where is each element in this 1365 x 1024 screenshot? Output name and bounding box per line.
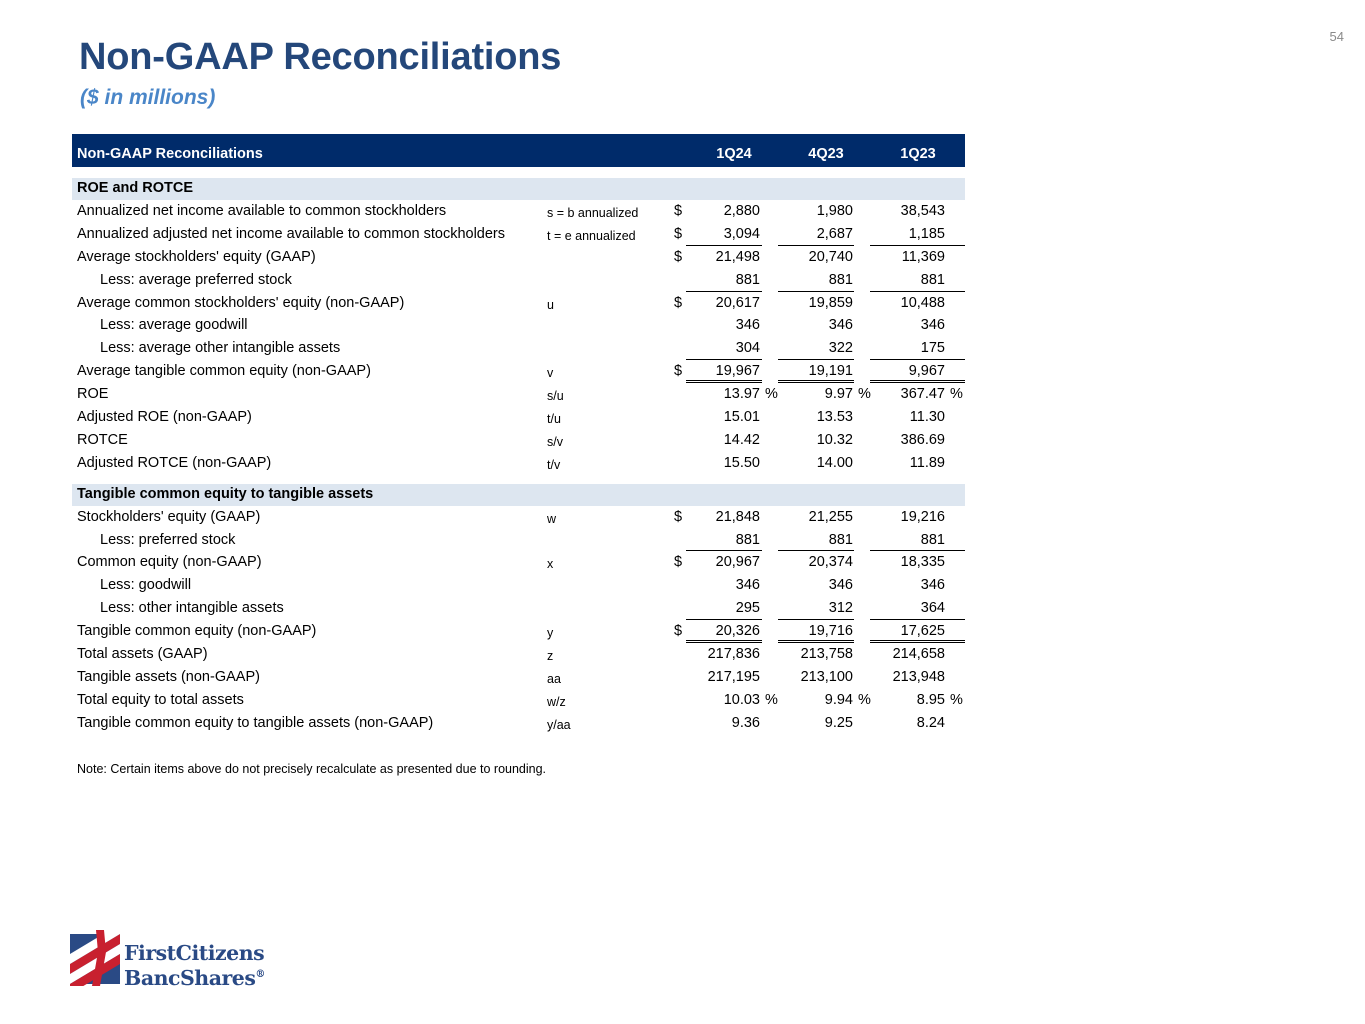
table-row xyxy=(72,597,965,620)
value-1q24: 217,195 xyxy=(707,668,760,685)
row-label: Less: other intangible assets xyxy=(100,600,284,617)
underline xyxy=(686,640,762,641)
value-1q23: 346 xyxy=(920,317,945,334)
row-formula: s/v xyxy=(547,434,563,449)
value-4q23: 19,716 xyxy=(808,623,853,640)
value-4q23: 19,859 xyxy=(808,294,853,311)
logo-registered-mark: ® xyxy=(255,969,265,980)
table-row xyxy=(72,574,965,597)
value-1q24: 20,617 xyxy=(715,294,760,311)
section-label: ROE and ROTCE xyxy=(77,180,194,196)
row-label: Adjusted ROE (non-GAAP) xyxy=(77,409,252,426)
table-row xyxy=(72,337,965,360)
value-1q24: 3,094 xyxy=(723,225,760,242)
underline xyxy=(870,380,965,381)
value-1q24: 304 xyxy=(735,340,760,357)
value-1q24: 2,880 xyxy=(723,203,760,219)
row-formula: u xyxy=(547,297,554,312)
table-row xyxy=(72,529,965,552)
row-label: Less: average preferred stock xyxy=(100,271,292,288)
value-4q23: 322 xyxy=(828,340,853,357)
value-1q24: 13.97 xyxy=(723,386,760,403)
percent-sign: % xyxy=(950,386,963,403)
table-row xyxy=(72,643,965,666)
table-row xyxy=(72,200,965,223)
value-1q23: 367.47 xyxy=(900,386,945,403)
table-row xyxy=(72,246,965,269)
page-number: 54 xyxy=(1329,29,1344,44)
value-1q23: 881 xyxy=(920,531,945,548)
logo-line-1: FirstCitizens xyxy=(124,941,265,965)
row-dollar-sign: $ xyxy=(674,363,683,380)
row-label: Less: average goodwill xyxy=(100,317,248,334)
reconciliation-table xyxy=(72,134,965,735)
row-label: Less: average other intangible assets xyxy=(100,340,341,357)
value-1q24: 21,848 xyxy=(715,508,760,525)
row-formula: w xyxy=(547,511,557,526)
value-1q24: 14.42 xyxy=(723,431,760,448)
table-row xyxy=(72,666,965,689)
value-1q24: 346 xyxy=(735,317,760,334)
row-dollar-sign: $ xyxy=(674,248,683,265)
row-dollar-sign: $ xyxy=(674,554,683,571)
value-1q24: 881 xyxy=(735,271,760,288)
value-1q24: 346 xyxy=(735,577,760,594)
value-1q23: 38,543 xyxy=(900,203,945,219)
table-row xyxy=(72,292,965,315)
page-subtitle: ($ in millions) xyxy=(80,86,216,109)
section-roe-rotce xyxy=(72,178,965,200)
row-dollar-sign: $ xyxy=(674,203,683,219)
value-1q24: 21,498 xyxy=(715,248,760,265)
value-4q23: 881 xyxy=(828,271,853,288)
value-4q23: 346 xyxy=(828,317,853,334)
value-4q23: 10.32 xyxy=(816,431,853,448)
row-label: Tangible common equity to tangible assets (non-GAAP) xyxy=(77,714,434,731)
underline xyxy=(686,380,762,381)
header-col-1q24: 1Q24 xyxy=(716,146,752,162)
row-dollar-sign: $ xyxy=(674,508,683,525)
footnote: Note: Certain items above do not precisely recalculate as presented due to rounding. xyxy=(77,762,547,776)
percent-sign: % xyxy=(950,691,963,708)
table-row xyxy=(72,452,965,475)
value-1q24: 10.03 xyxy=(723,691,760,708)
row-dollar-sign: $ xyxy=(674,225,683,242)
table-row xyxy=(72,506,965,529)
value-4q23: 13.53 xyxy=(816,409,853,426)
row-formula: x xyxy=(547,557,554,572)
value-1q23: 9,967 xyxy=(908,363,945,380)
value-1q24: 15.01 xyxy=(723,409,760,426)
value-1q23: 17,625 xyxy=(900,623,945,640)
value-1q23: 18,335 xyxy=(900,554,945,571)
value-1q24: 20,326 xyxy=(715,623,760,640)
value-4q23: 19,191 xyxy=(808,363,853,380)
percent-sign: % xyxy=(858,386,871,403)
logo-wordmark xyxy=(124,942,265,989)
company-logo xyxy=(70,930,265,990)
row-dollar-sign: $ xyxy=(674,294,683,311)
percent-sign: % xyxy=(858,691,871,708)
value-1q23: 175 xyxy=(920,340,945,357)
percent-sign: % xyxy=(765,691,778,708)
page-title: Non-GAAP Reconciliations xyxy=(79,36,562,78)
row-label: Adjusted ROTCE (non-GAAP) xyxy=(77,454,272,471)
value-1q23: 386.69 xyxy=(900,431,945,448)
table-row xyxy=(72,406,965,429)
value-1q23: 8.95 xyxy=(916,691,945,708)
row-label: Average common stockholders' equity (non-GAAP) xyxy=(77,294,405,311)
table-row xyxy=(72,269,965,292)
value-1q24: 881 xyxy=(735,531,760,548)
row-formula: t/u xyxy=(547,412,561,427)
row-label: Annualized net income available to common stockholders xyxy=(77,203,447,219)
table-row xyxy=(72,360,965,383)
value-1q23: 881 xyxy=(920,271,945,288)
section-tangible-equity xyxy=(72,484,965,506)
row-label: ROE xyxy=(77,386,109,403)
header-label: Non-GAAP Reconciliations xyxy=(77,146,263,162)
value-4q23: 312 xyxy=(828,600,853,617)
value-1q23: 10,488 xyxy=(900,294,945,311)
value-1q23: 19,216 xyxy=(900,508,945,525)
table-header xyxy=(72,134,965,167)
value-4q23: 20,374 xyxy=(808,554,853,571)
table-row xyxy=(72,551,965,574)
table-row xyxy=(72,712,965,735)
row-label: Average tangible common equity (non-GAAP) xyxy=(77,363,371,380)
value-1q23: 1,185 xyxy=(908,225,945,242)
row-formula: y xyxy=(547,626,554,641)
value-4q23: 346 xyxy=(828,577,853,594)
section-label: Tangible common equity to tangible assets xyxy=(77,485,374,502)
value-1q24: 295 xyxy=(735,600,760,617)
value-1q24: 19,967 xyxy=(715,363,760,380)
table-row xyxy=(72,314,965,337)
value-1q23: 346 xyxy=(920,577,945,594)
value-1q23: 213,948 xyxy=(892,668,945,685)
row-label: Total assets (GAAP) xyxy=(77,646,208,663)
row-label: Common equity (non-GAAP) xyxy=(77,554,262,571)
row-formula: t/v xyxy=(547,457,561,472)
underline xyxy=(778,640,854,641)
value-4q23: 14.00 xyxy=(816,454,853,471)
value-1q24: 20,967 xyxy=(715,554,760,571)
row-label: Average stockholders' equity (GAAP) xyxy=(77,248,316,265)
row-dollar-sign: $ xyxy=(674,623,683,640)
row-label: Less: goodwill xyxy=(100,577,192,594)
table-row xyxy=(72,689,965,712)
header-col-4q23: 4Q23 xyxy=(808,146,844,162)
row-formula: s = b annualized xyxy=(547,206,639,220)
table-row xyxy=(72,429,965,452)
underline xyxy=(870,640,965,641)
row-label: Annualized adjusted net income available to common stockholders xyxy=(77,225,505,242)
row-formula: s/u xyxy=(547,389,564,404)
row-label: ROTCE xyxy=(77,431,128,448)
row-formula: v xyxy=(547,366,554,381)
value-4q23: 881 xyxy=(828,531,853,548)
percent-sign: % xyxy=(765,386,778,403)
value-4q23: 2,687 xyxy=(816,225,853,242)
header-col-1q23: 1Q23 xyxy=(900,146,936,162)
value-4q23: 213,758 xyxy=(800,646,853,663)
value-4q23: 9.94 xyxy=(824,691,853,708)
logo-line-2: BancShares xyxy=(124,965,256,990)
table-row xyxy=(72,620,965,643)
value-4q23: 9.25 xyxy=(824,714,853,731)
row-formula: z xyxy=(547,649,554,664)
flag-logo-icon xyxy=(70,930,122,986)
row-formula: w/z xyxy=(547,694,566,709)
row-label: Tangible common equity (non-GAAP) xyxy=(77,623,317,640)
value-1q23: 214,658 xyxy=(892,646,945,663)
row-label: Stockholders' equity (GAAP) xyxy=(77,508,261,525)
underline xyxy=(778,380,854,381)
row-label: Tangible assets (non-GAAP) xyxy=(77,668,260,685)
value-1q23: 11,369 xyxy=(901,248,945,265)
table-row xyxy=(72,223,965,246)
value-1q23: 11.89 xyxy=(909,454,945,471)
row-label: Less: preferred stock xyxy=(100,531,236,548)
value-4q23: 1,980 xyxy=(816,203,853,219)
value-1q24: 9.36 xyxy=(731,714,760,731)
value-1q23: 364 xyxy=(920,600,945,617)
value-4q23: 20,740 xyxy=(808,248,853,265)
row-formula: aa xyxy=(547,671,561,686)
value-4q23: 213,100 xyxy=(800,668,853,685)
row-formula: t = e annualized xyxy=(547,228,636,243)
value-4q23: 21,255 xyxy=(808,508,853,525)
value-1q24: 15.50 xyxy=(723,454,760,471)
value-1q23: 11.30 xyxy=(909,409,945,426)
value-4q23: 9.97 xyxy=(824,386,853,403)
row-formula: y/aa xyxy=(547,717,571,732)
table-row xyxy=(72,383,965,406)
value-1q24: 217,836 xyxy=(707,646,760,663)
row-label: Total equity to total assets xyxy=(77,691,244,708)
value-1q23: 8.24 xyxy=(916,714,945,731)
